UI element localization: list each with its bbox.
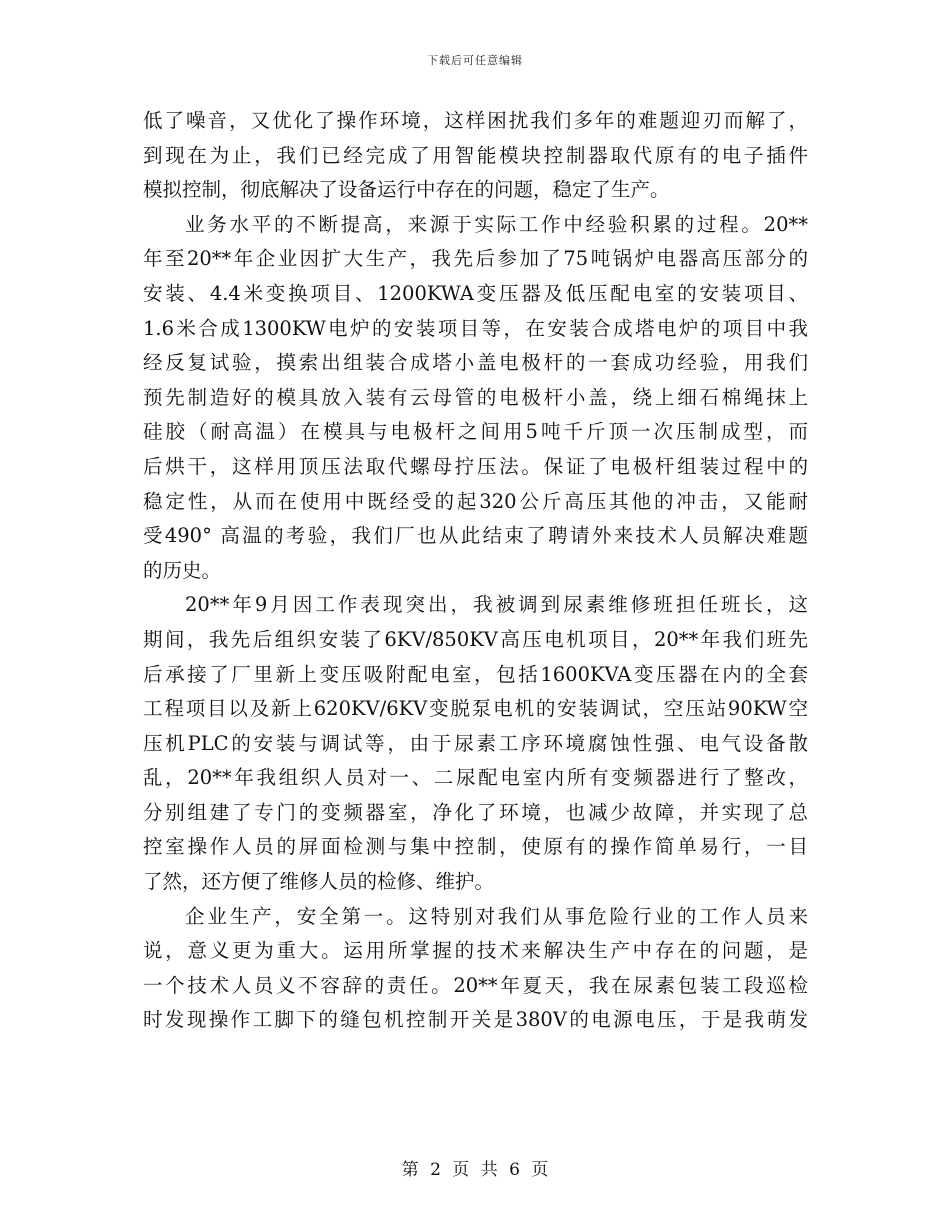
text-line: 年至20**年企业因扩大生产，我先后参加了75吨锅炉电器高压部分的 bbox=[143, 247, 808, 271]
text-line: 1.6米合成1300KW电炉的安装项目等，在安装合成塔电炉的项目中我 bbox=[143, 316, 808, 340]
text-line: 控室操作人员的屏面检测与集中控制，使原有的操作简单易行，一目 bbox=[143, 835, 808, 859]
text-line: 压机PLC的安装与调试等，由于尿素工序环境腐蚀性强、电气设备散 bbox=[143, 731, 808, 755]
text-line: 后烘干，这样用顶压法取代螺母拧压法。保证了电极杆组装过程中的 bbox=[143, 454, 808, 478]
text-line: 后承接了厂里新上变压吸附配电室，包括1600KVA变压器在内的全套 bbox=[143, 662, 808, 686]
text-line: 一个技术人员义不容辞的责任。20**年夏天，我在尿素包装工段巡检 bbox=[143, 973, 808, 997]
text-line: 稳定性，从而在使用中既经受的起320公斤高压其他的冲击，又能耐 bbox=[143, 489, 808, 513]
text-line: 分别组建了专门的变频器室，净化了环境，也减少故障，并实现了总 bbox=[143, 800, 808, 824]
text-line: 业务水平的不断提高，来源于实际工作中经验积累的过程。20** bbox=[185, 212, 808, 236]
text-line: 预先制造好的模具放入装有云母管的电极杆小盖，绕上细石棉绳抹上 bbox=[143, 385, 808, 409]
paragraph-3 bbox=[143, 588, 808, 899]
text-line: 模拟控制，彻底解决了设备运行中存在的问题，稳定了生产。 bbox=[143, 178, 670, 202]
text-line: 期间，我先后组织安装了6KV/850KV高压电机项目，20**年我们班先 bbox=[143, 627, 808, 651]
text-line: 说，意义更为重大。运用所掌握的技术来解决生产中存在的问题，是 bbox=[143, 939, 808, 963]
text-line: 时发现操作工脚下的缝包机控制开关是380V的电源电压，于是我萌发 bbox=[143, 1008, 808, 1032]
text-line: 乱，20**年我组织人员对一、二尿配电室内所有变频器进行了整改， bbox=[143, 766, 808, 790]
text-line: 了然，还方便了维修人员的检修、维护。 bbox=[143, 870, 495, 894]
text-line: 受490° 高温的考验，我们厂也从此结束了聘请外来技术人员解决难题 bbox=[143, 524, 808, 548]
text-line: 经反复试验，摸索出组装合成塔小盖电极杆的一套成功经验，用我们 bbox=[143, 351, 808, 375]
text-line: 企业生产，安全第一。这特别对我们从事危险行业的工作人员来 bbox=[185, 904, 808, 928]
text-line: 硅胶（耐高温）在模具与电极杆之间用5吨千斤顶一次压制成型，而 bbox=[143, 420, 808, 444]
paragraph-1 bbox=[143, 104, 808, 208]
document-body bbox=[143, 104, 808, 1038]
paragraph-2 bbox=[143, 208, 808, 589]
text-line: 20**年9月因工作表现突出，我被调到尿素维修班担任班长，这 bbox=[185, 593, 808, 617]
text-line: 安装、4.4米变换项目、1200KWA变压器及低压配电室的安装项目、 bbox=[143, 281, 808, 305]
text-line: 到现在为止，我们已经完成了用智能模块控制器取代原有的电子插件 bbox=[143, 143, 808, 167]
text-line: 的历史。 bbox=[143, 558, 222, 582]
text-line: 工程项目以及新上620KV/6KV变脱泵电机的安装调试，空压站90KW空 bbox=[143, 697, 808, 721]
text-line: 低了噪音，又优化了操作环境，这样困扰我们多年的难题迎刃而解了， bbox=[143, 109, 808, 132]
paragraph-4 bbox=[143, 900, 808, 1038]
page-number-footer: 第 2 页 共 6 页 bbox=[401, 1160, 549, 1180]
page-header: 下载后可任意编辑 bbox=[427, 54, 523, 67]
